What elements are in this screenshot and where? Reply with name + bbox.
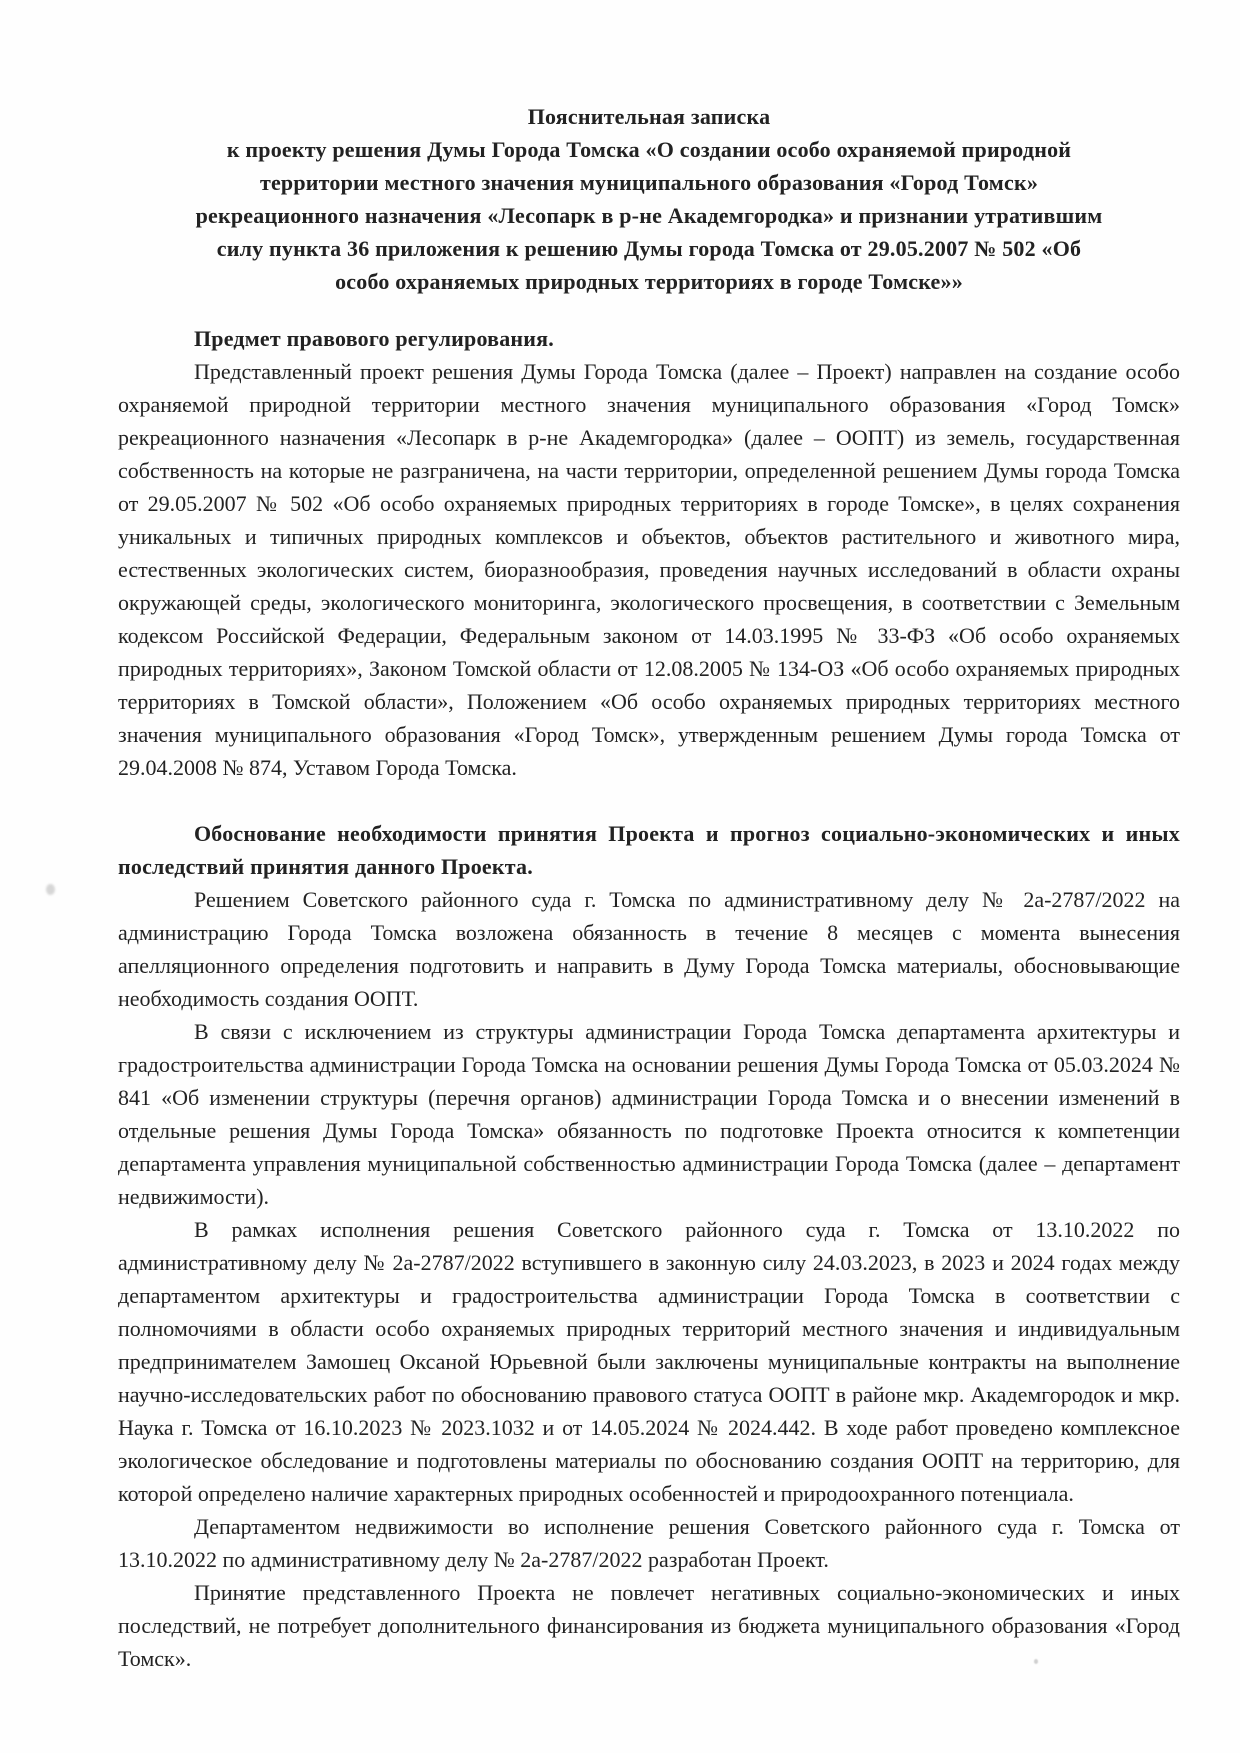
document-subtitle-line: рекреационного назначения «Лесопарк в р-не Академгородка» и признании утратившим — [195, 203, 1103, 228]
document-title-block — [118, 100, 1180, 298]
scan-artifact-speck — [46, 884, 55, 895]
paragraph-court-decision: Решением Советского районного суда г. Томска по административному делу № 2а-2787/2022 на администрацию Города Томска возложена обязанность в течение 8 месяцев с момента вынесения апелляционного определения подготовить и направить в Думу Города Томска материалы, обосновывающие необходимость создания ООПТ. — [118, 887, 1180, 1011]
document-subtitle-line: к проекту решения Думы Города Томска «О создании особо охраняемой природной — [226, 137, 1072, 162]
document-body — [118, 322, 1180, 1675]
section-heading-subject-of-regulation: Предмет правового регулирования. — [194, 326, 554, 351]
paragraph-no-negative-consequences: Принятие представленного Проекта не повлечет негативных социально-экономических и иных последствий, не потребует дополнительного финансирования из бюджета муниципального образования «Город Томск». — [118, 1580, 1180, 1671]
document-subtitle-line: особо охраняемых природных территориях в городе Томске»» — [335, 269, 963, 294]
paragraph-project-developed: Департаментом недвижимости во исполнение решения Советского районного суда г. Томска от 13.10.2022 по административному делу № 2а-2787/2022 разработан Проект. — [118, 1514, 1180, 1572]
document-subtitle-line: территории местного значения муниципального образования «Город Томск» — [259, 170, 1039, 195]
document-subtitle-line: силу пункта 36 приложения к решению Думы города Томска от 29.05.2007 № 502 «Об — [216, 236, 1082, 261]
paragraph-project-purpose: Представленный проект решения Думы Города Томска (далее – Проект) направлен на создание особо охраняемой природной территории местного значения муниципального образования «Город Томск» рекреационного назначения «Лесопарк в р-не Академгородка» (далее – ООПТ) из земель, государственная собственность на которые не разграничена, на части территории, определенной решением Думы города Томска от 29.05.2007 № 502 «Об особо охраняемых природных территориях в городе Томске», в целях сохранения уникальных и типичных природных комплексов и объектов, объектов растительного и животного мира, естественных экологических систем, биоразнообразия, проведения научных исследований в области охраны окружающей среды, экологического мониторинга, экологического просвещения, в соответствии с Земельным кодексом Российской Федерации, Федеральным законом от 14.03.1995 № 33-ФЗ «Об особо охраняемых природных территориях», Законом Томской области от 12.08.2005 № 134-ОЗ «Об особо охраняемых природных территориях в Томской области», Положением «Об особо охраняемых природных территориях местного значения муниципального образования «Город Томск», утвержденным решением Думы города Томска от 29.04.2008 № 874, Уставом Города Томска. — [118, 359, 1180, 780]
document-content — [118, 100, 1180, 1675]
document-title: Пояснительная записка — [527, 104, 771, 129]
section-heading-justification: Обоснование необходимости принятия Проекта и прогноз социально-экономических и иных последствий принятия данного Проекта. — [118, 821, 1180, 879]
paragraph-municipal-contracts: В рамках исполнения решения Советского районного суда г. Томска от 13.10.2022 по административному делу № 2а-2787/2022 вступившего в законную силу 24.03.2023, в 2023 и 2024 годах между департаментом архитектуры и градостроительства администрации Города Томска в соответствии с полномочиями в области особо охраняемых природных территорий местного значения и индивидуальным предпринимателем Замошец Оксаной Юрьевной были заключены муниципальные контракты на выполнение научно-исследовательских работ по обоснованию правового статуса ООПТ в районе мкр. Академгородок и мкр. Наука г. Томска от 16.10.2023 № 2023.1032 и от 14.05.2024 № 2024.442. В ходе работ проведено комплексное экологическое обследование и подготовлены материалы по обоснованию создания ООПТ на территорию, для которой определено наличие характерных природных особенностей и природоохранного потенциала. — [118, 1217, 1180, 1506]
paragraph-department-restructuring: В связи с исключением из структуры администрации Города Томска департамента архитектуры и градостроительства администрации Города Томска на основании решения Думы Города Томска от 05.03.2024 № 841 «Об изменении структуры (перечня органов) администрации Города Томска и о внесении изменений в отдельные решения Думы Города Томска» обязанность по подготовке Проекта относится к компетенции департамента управления муниципальной собственностью администрации Города Томска (далее – департамент недвижимости). — [118, 1019, 1180, 1209]
